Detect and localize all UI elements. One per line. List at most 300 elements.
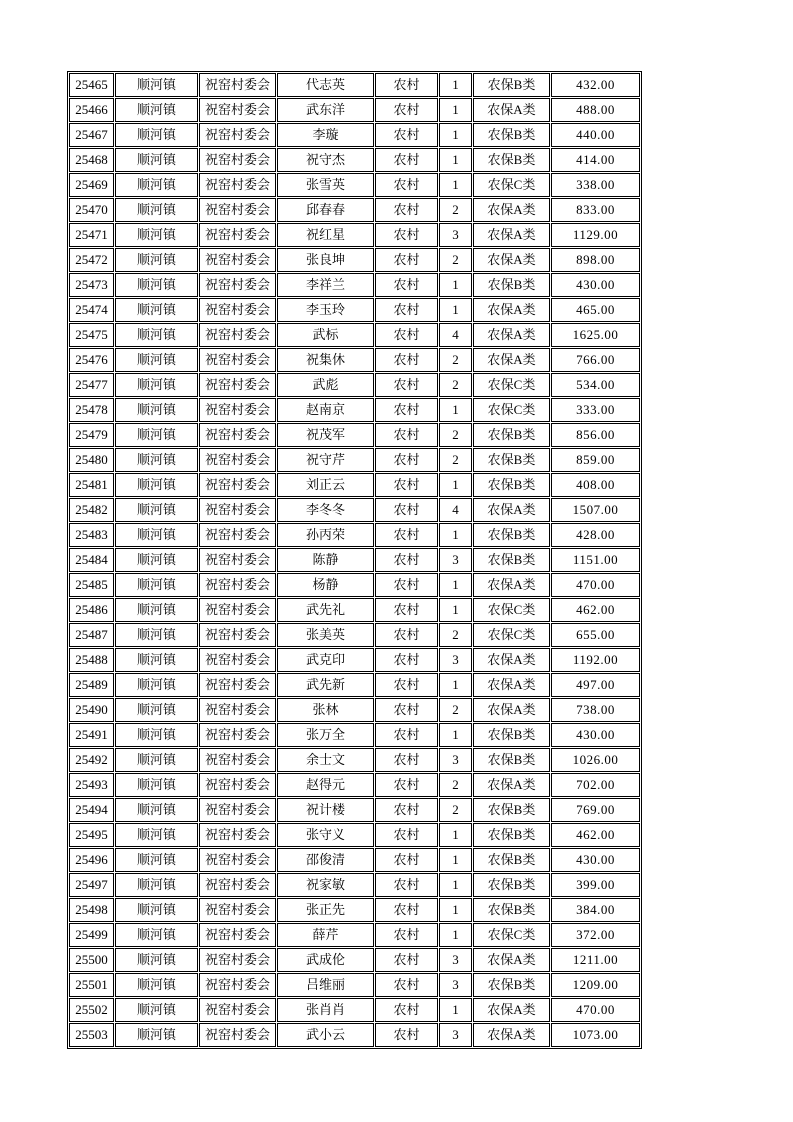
insurance-category-cell: 农保A类 xyxy=(473,348,550,372)
household-type-cell: 农村 xyxy=(375,998,438,1022)
village-committee-cell: 祝窑村委会 xyxy=(199,848,276,872)
town-cell: 顺河镇 xyxy=(115,998,198,1022)
amount-cell: 1026.00 xyxy=(551,748,640,772)
person-count-cell: 1 xyxy=(439,723,472,747)
person-name-cell: 祝计楼 xyxy=(277,798,374,822)
serial-number-cell: 25485 xyxy=(69,573,114,597)
insurance-category-cell: 农保A类 xyxy=(473,248,550,272)
household-type-cell: 农村 xyxy=(375,148,438,172)
person-name-cell: 李冬冬 xyxy=(277,498,374,522)
serial-number-cell: 25500 xyxy=(69,948,114,972)
town-cell: 顺河镇 xyxy=(115,323,198,347)
table-row xyxy=(69,173,640,197)
insurance-category-cell: 农保B类 xyxy=(473,898,550,922)
serial-number-cell: 25482 xyxy=(69,498,114,522)
household-type-cell: 农村 xyxy=(375,248,438,272)
serial-number-cell: 25497 xyxy=(69,873,114,897)
household-type-cell: 农村 xyxy=(375,623,438,647)
household-type-cell: 农村 xyxy=(375,748,438,772)
person-name-cell: 武成伦 xyxy=(277,948,374,972)
person-count-cell: 1 xyxy=(439,523,472,547)
person-name-cell: 武克印 xyxy=(277,648,374,672)
person-name-cell: 祝守杰 xyxy=(277,148,374,172)
table-row xyxy=(69,473,640,497)
amount-cell: 399.00 xyxy=(551,873,640,897)
person-name-cell: 余士文 xyxy=(277,748,374,772)
person-count-cell: 1 xyxy=(439,298,472,322)
person-count-cell: 1 xyxy=(439,148,472,172)
town-cell: 顺河镇 xyxy=(115,148,198,172)
person-count-cell: 1 xyxy=(439,273,472,297)
town-cell: 顺河镇 xyxy=(115,73,198,97)
amount-cell: 859.00 xyxy=(551,448,640,472)
insurance-category-cell: 农保B类 xyxy=(473,523,550,547)
person-count-cell: 2 xyxy=(439,423,472,447)
insurance-category-cell: 农保C类 xyxy=(473,373,550,397)
serial-number-cell: 25494 xyxy=(69,798,114,822)
table-row xyxy=(69,673,640,697)
household-type-cell: 农村 xyxy=(375,823,438,847)
insurance-category-cell: 农保B类 xyxy=(473,748,550,772)
person-name-cell: 祝红星 xyxy=(277,223,374,247)
person-name-cell: 杨静 xyxy=(277,573,374,597)
person-count-cell: 3 xyxy=(439,548,472,572)
person-name-cell: 赵得元 xyxy=(277,773,374,797)
table-row xyxy=(69,948,640,972)
village-committee-cell: 祝窑村委会 xyxy=(199,473,276,497)
amount-cell: 1129.00 xyxy=(551,223,640,247)
amount-cell: 430.00 xyxy=(551,273,640,297)
insurance-category-cell: 农保B类 xyxy=(473,848,550,872)
household-type-cell: 农村 xyxy=(375,373,438,397)
serial-number-cell: 25474 xyxy=(69,298,114,322)
person-name-cell: 张雪英 xyxy=(277,173,374,197)
village-committee-cell: 祝窑村委会 xyxy=(199,773,276,797)
person-count-cell: 1 xyxy=(439,398,472,422)
village-committee-cell: 祝窑村委会 xyxy=(199,673,276,697)
amount-cell: 833.00 xyxy=(551,198,640,222)
person-count-cell: 2 xyxy=(439,698,472,722)
town-cell: 顺河镇 xyxy=(115,973,198,997)
town-cell: 顺河镇 xyxy=(115,623,198,647)
household-type-cell: 农村 xyxy=(375,798,438,822)
town-cell: 顺河镇 xyxy=(115,798,198,822)
table-row xyxy=(69,623,640,647)
household-type-cell: 农村 xyxy=(375,773,438,797)
town-cell: 顺河镇 xyxy=(115,273,198,297)
serial-number-cell: 25501 xyxy=(69,973,114,997)
town-cell: 顺河镇 xyxy=(115,223,198,247)
person-count-cell: 1 xyxy=(439,573,472,597)
serial-number-cell: 25471 xyxy=(69,223,114,247)
table-row xyxy=(69,823,640,847)
amount-cell: 898.00 xyxy=(551,248,640,272)
village-committee-cell: 祝窑村委会 xyxy=(199,598,276,622)
insurance-category-cell: 农保A类 xyxy=(473,648,550,672)
town-cell: 顺河镇 xyxy=(115,598,198,622)
town-cell: 顺河镇 xyxy=(115,398,198,422)
amount-cell: 465.00 xyxy=(551,298,640,322)
person-count-cell: 2 xyxy=(439,248,472,272)
town-cell: 顺河镇 xyxy=(115,848,198,872)
village-committee-cell: 祝窑村委会 xyxy=(199,73,276,97)
household-type-cell: 农村 xyxy=(375,698,438,722)
amount-cell: 769.00 xyxy=(551,798,640,822)
person-name-cell: 张肖肖 xyxy=(277,998,374,1022)
person-name-cell: 武东洋 xyxy=(277,98,374,122)
table-row xyxy=(69,348,640,372)
insurance-category-cell: 农保B类 xyxy=(473,423,550,447)
household-type-cell: 农村 xyxy=(375,398,438,422)
village-committee-cell: 祝窑村委会 xyxy=(199,348,276,372)
household-type-cell: 农村 xyxy=(375,223,438,247)
insurance-category-cell: 农保B类 xyxy=(473,823,550,847)
serial-number-cell: 25491 xyxy=(69,723,114,747)
person-count-cell: 1 xyxy=(439,823,472,847)
person-name-cell: 祝茂军 xyxy=(277,423,374,447)
town-cell: 顺河镇 xyxy=(115,498,198,522)
village-committee-cell: 祝窑村委会 xyxy=(199,373,276,397)
person-count-cell: 3 xyxy=(439,1023,472,1047)
town-cell: 顺河镇 xyxy=(115,198,198,222)
serial-number-cell: 25479 xyxy=(69,423,114,447)
person-count-cell: 3 xyxy=(439,748,472,772)
table-row xyxy=(69,98,640,122)
person-count-cell: 4 xyxy=(439,498,472,522)
amount-cell: 766.00 xyxy=(551,348,640,372)
household-type-cell: 农村 xyxy=(375,898,438,922)
serial-number-cell: 25486 xyxy=(69,598,114,622)
amount-cell: 338.00 xyxy=(551,173,640,197)
amount-cell: 470.00 xyxy=(551,573,640,597)
household-type-cell: 农村 xyxy=(375,298,438,322)
person-count-cell: 1 xyxy=(439,173,472,197)
village-committee-cell: 祝窑村委会 xyxy=(199,298,276,322)
insurance-category-cell: 农保B类 xyxy=(473,873,550,897)
village-committee-cell: 祝窑村委会 xyxy=(199,323,276,347)
household-type-cell: 农村 xyxy=(375,323,438,347)
amount-cell: 462.00 xyxy=(551,598,640,622)
person-name-cell: 代志英 xyxy=(277,73,374,97)
person-count-cell: 2 xyxy=(439,373,472,397)
amount-cell: 372.00 xyxy=(551,923,640,947)
town-cell: 顺河镇 xyxy=(115,173,198,197)
person-name-cell: 刘正云 xyxy=(277,473,374,497)
person-count-cell: 2 xyxy=(439,348,472,372)
serial-number-cell: 25499 xyxy=(69,923,114,947)
insurance-category-cell: 农保A类 xyxy=(473,773,550,797)
town-cell: 顺河镇 xyxy=(115,873,198,897)
village-committee-cell: 祝窑村委会 xyxy=(199,98,276,122)
serial-number-cell: 25495 xyxy=(69,823,114,847)
person-count-cell: 2 xyxy=(439,623,472,647)
table-row xyxy=(69,298,640,322)
person-name-cell: 李玉玲 xyxy=(277,298,374,322)
insurance-category-cell: 农保B类 xyxy=(473,148,550,172)
serial-number-cell: 25476 xyxy=(69,348,114,372)
town-cell: 顺河镇 xyxy=(115,773,198,797)
table-row xyxy=(69,323,640,347)
table-row xyxy=(69,923,640,947)
table-row xyxy=(69,573,640,597)
serial-number-cell: 25483 xyxy=(69,523,114,547)
table-row xyxy=(69,748,640,772)
person-name-cell: 邵俊清 xyxy=(277,848,374,872)
person-name-cell: 张守义 xyxy=(277,823,374,847)
amount-cell: 702.00 xyxy=(551,773,640,797)
person-name-cell: 武先礼 xyxy=(277,598,374,622)
village-committee-cell: 祝窑村委会 xyxy=(199,823,276,847)
household-type-cell: 农村 xyxy=(375,198,438,222)
village-committee-cell: 祝窑村委会 xyxy=(199,973,276,997)
town-cell: 顺河镇 xyxy=(115,748,198,772)
person-name-cell: 孙丙荣 xyxy=(277,523,374,547)
household-type-cell: 农村 xyxy=(375,948,438,972)
village-committee-cell: 祝窑村委会 xyxy=(199,548,276,572)
table-row xyxy=(69,548,640,572)
household-type-cell: 农村 xyxy=(375,448,438,472)
village-committee-cell: 祝窑村委会 xyxy=(199,898,276,922)
village-committee-cell: 祝窑村委会 xyxy=(199,623,276,647)
insurance-category-cell: 农保C类 xyxy=(473,398,550,422)
amount-cell: 738.00 xyxy=(551,698,640,722)
table-row xyxy=(69,848,640,872)
amount-cell: 1625.00 xyxy=(551,323,640,347)
person-count-cell: 1 xyxy=(439,923,472,947)
person-count-cell: 1 xyxy=(439,73,472,97)
household-type-cell: 农村 xyxy=(375,1023,438,1047)
serial-number-cell: 25490 xyxy=(69,698,114,722)
village-committee-cell: 祝窑村委会 xyxy=(199,198,276,222)
amount-cell: 1192.00 xyxy=(551,648,640,672)
insurance-category-cell: 农保C类 xyxy=(473,923,550,947)
serial-number-cell: 25487 xyxy=(69,623,114,647)
village-committee-cell: 祝窑村委会 xyxy=(199,873,276,897)
table-row xyxy=(69,498,640,522)
person-name-cell: 张良坤 xyxy=(277,248,374,272)
person-count-cell: 3 xyxy=(439,973,472,997)
serial-number-cell: 25496 xyxy=(69,848,114,872)
insurance-category-cell: 农保C类 xyxy=(473,173,550,197)
insurance-category-cell: 农保B类 xyxy=(473,548,550,572)
amount-cell: 1209.00 xyxy=(551,973,640,997)
town-cell: 顺河镇 xyxy=(115,448,198,472)
serial-number-cell: 25470 xyxy=(69,198,114,222)
serial-number-cell: 25498 xyxy=(69,898,114,922)
person-name-cell: 薛芹 xyxy=(277,923,374,947)
person-name-cell: 陈静 xyxy=(277,548,374,572)
town-cell: 顺河镇 xyxy=(115,823,198,847)
person-count-cell: 3 xyxy=(439,948,472,972)
person-name-cell: 武先新 xyxy=(277,673,374,697)
town-cell: 顺河镇 xyxy=(115,348,198,372)
town-cell: 顺河镇 xyxy=(115,723,198,747)
table-row xyxy=(69,1023,640,1047)
insurance-category-cell: 农保A类 xyxy=(473,698,550,722)
village-committee-cell: 祝窑村委会 xyxy=(199,398,276,422)
household-type-cell: 农村 xyxy=(375,573,438,597)
person-name-cell: 李祥兰 xyxy=(277,273,374,297)
village-committee-cell: 祝窑村委会 xyxy=(199,748,276,772)
serial-number-cell: 25502 xyxy=(69,998,114,1022)
village-committee-cell: 祝窑村委会 xyxy=(199,223,276,247)
amount-cell: 1507.00 xyxy=(551,498,640,522)
household-type-cell: 农村 xyxy=(375,123,438,147)
person-count-cell: 3 xyxy=(439,223,472,247)
amount-cell: 1151.00 xyxy=(551,548,640,572)
village-committee-cell: 祝窑村委会 xyxy=(199,523,276,547)
town-cell: 顺河镇 xyxy=(115,298,198,322)
amount-cell: 497.00 xyxy=(551,673,640,697)
person-count-cell: 2 xyxy=(439,198,472,222)
amount-cell: 470.00 xyxy=(551,998,640,1022)
serial-number-cell: 25465 xyxy=(69,73,114,97)
insurance-category-cell: 农保A类 xyxy=(473,323,550,347)
town-cell: 顺河镇 xyxy=(115,898,198,922)
person-name-cell: 邱春春 xyxy=(277,198,374,222)
serial-number-cell: 25477 xyxy=(69,373,114,397)
person-count-cell: 4 xyxy=(439,323,472,347)
amount-cell: 1073.00 xyxy=(551,1023,640,1047)
village-committee-cell: 祝窑村委会 xyxy=(199,123,276,147)
town-cell: 顺河镇 xyxy=(115,573,198,597)
household-type-cell: 农村 xyxy=(375,673,438,697)
table-row xyxy=(69,198,640,222)
table-row xyxy=(69,148,640,172)
amount-cell: 655.00 xyxy=(551,623,640,647)
insurance-category-cell: 农保A类 xyxy=(473,998,550,1022)
table-row xyxy=(69,723,640,747)
insurance-category-cell: 农保A类 xyxy=(473,498,550,522)
village-committee-cell: 祝窑村委会 xyxy=(199,498,276,522)
household-type-cell: 农村 xyxy=(375,648,438,672)
table-row xyxy=(69,898,640,922)
village-committee-cell: 祝窑村委会 xyxy=(199,723,276,747)
household-type-cell: 农村 xyxy=(375,848,438,872)
serial-number-cell: 25503 xyxy=(69,1023,114,1047)
household-type-cell: 农村 xyxy=(375,348,438,372)
insurance-category-cell: 农保A类 xyxy=(473,573,550,597)
table-row xyxy=(69,123,640,147)
village-committee-cell: 祝窑村委会 xyxy=(199,948,276,972)
village-committee-cell: 祝窑村委会 xyxy=(199,273,276,297)
insurance-category-cell: 农保B类 xyxy=(473,798,550,822)
table-row xyxy=(69,873,640,897)
town-cell: 顺河镇 xyxy=(115,548,198,572)
household-type-cell: 农村 xyxy=(375,423,438,447)
village-committee-cell: 祝窑村委会 xyxy=(199,148,276,172)
serial-number-cell: 25472 xyxy=(69,248,114,272)
person-count-cell: 1 xyxy=(439,848,472,872)
insurance-category-cell: 农保B类 xyxy=(473,973,550,997)
town-cell: 顺河镇 xyxy=(115,1023,198,1047)
household-type-cell: 农村 xyxy=(375,598,438,622)
table-row xyxy=(69,698,640,722)
person-name-cell: 张林 xyxy=(277,698,374,722)
village-committee-cell: 祝窑村委会 xyxy=(199,248,276,272)
household-type-cell: 农村 xyxy=(375,548,438,572)
table-row xyxy=(69,273,640,297)
amount-cell: 856.00 xyxy=(551,423,640,447)
village-committee-cell: 祝窑村委会 xyxy=(199,573,276,597)
insurance-category-cell: 农保A类 xyxy=(473,673,550,697)
table-body xyxy=(69,73,640,1047)
serial-number-cell: 25466 xyxy=(69,98,114,122)
amount-cell: 432.00 xyxy=(551,73,640,97)
village-committee-cell: 祝窑村委会 xyxy=(199,998,276,1022)
table-row xyxy=(69,598,640,622)
person-name-cell: 武标 xyxy=(277,323,374,347)
insurance-category-cell: 农保B类 xyxy=(473,448,550,472)
insurance-category-cell: 农保C类 xyxy=(473,623,550,647)
table-row xyxy=(69,73,640,97)
town-cell: 顺河镇 xyxy=(115,673,198,697)
table-row xyxy=(69,998,640,1022)
person-count-cell: 1 xyxy=(439,473,472,497)
town-cell: 顺河镇 xyxy=(115,523,198,547)
household-type-cell: 农村 xyxy=(375,523,438,547)
person-count-cell: 1 xyxy=(439,123,472,147)
table-row xyxy=(69,248,640,272)
household-type-cell: 农村 xyxy=(375,273,438,297)
village-committee-cell: 祝窑村委会 xyxy=(199,923,276,947)
household-type-cell: 农村 xyxy=(375,498,438,522)
amount-cell: 430.00 xyxy=(551,848,640,872)
person-count-cell: 1 xyxy=(439,898,472,922)
serial-number-cell: 25488 xyxy=(69,648,114,672)
insurance-category-cell: 农保B类 xyxy=(473,273,550,297)
person-count-cell: 1 xyxy=(439,673,472,697)
serial-number-cell: 25469 xyxy=(69,173,114,197)
household-type-cell: 农村 xyxy=(375,923,438,947)
household-type-cell: 农村 xyxy=(375,873,438,897)
household-type-cell: 农村 xyxy=(375,973,438,997)
person-count-cell: 1 xyxy=(439,598,472,622)
serial-number-cell: 25468 xyxy=(69,148,114,172)
amount-cell: 1211.00 xyxy=(551,948,640,972)
person-name-cell: 祝守芹 xyxy=(277,448,374,472)
household-type-cell: 农村 xyxy=(375,98,438,122)
insurance-category-cell: 农保A类 xyxy=(473,98,550,122)
serial-number-cell: 25473 xyxy=(69,273,114,297)
person-count-cell: 3 xyxy=(439,648,472,672)
town-cell: 顺河镇 xyxy=(115,248,198,272)
table-row xyxy=(69,398,640,422)
amount-cell: 462.00 xyxy=(551,823,640,847)
insurance-category-cell: 农保B类 xyxy=(473,723,550,747)
insurance-category-cell: 农保B类 xyxy=(473,123,550,147)
serial-number-cell: 25481 xyxy=(69,473,114,497)
village-committee-cell: 祝窑村委会 xyxy=(199,698,276,722)
household-type-cell: 农村 xyxy=(375,473,438,497)
serial-number-cell: 25493 xyxy=(69,773,114,797)
amount-cell: 408.00 xyxy=(551,473,640,497)
person-name-cell: 武彪 xyxy=(277,373,374,397)
person-name-cell: 李璇 xyxy=(277,123,374,147)
insurance-category-cell: 农保A类 xyxy=(473,948,550,972)
person-name-cell: 张美英 xyxy=(277,623,374,647)
town-cell: 顺河镇 xyxy=(115,423,198,447)
town-cell: 顺河镇 xyxy=(115,373,198,397)
amount-cell: 534.00 xyxy=(551,373,640,397)
village-committee-cell: 祝窑村委会 xyxy=(199,423,276,447)
person-name-cell: 武小云 xyxy=(277,1023,374,1047)
person-name-cell: 祝集休 xyxy=(277,348,374,372)
town-cell: 顺河镇 xyxy=(115,698,198,722)
person-count-cell: 1 xyxy=(439,998,472,1022)
village-committee-cell: 祝窑村委会 xyxy=(199,1023,276,1047)
table-row xyxy=(69,648,640,672)
